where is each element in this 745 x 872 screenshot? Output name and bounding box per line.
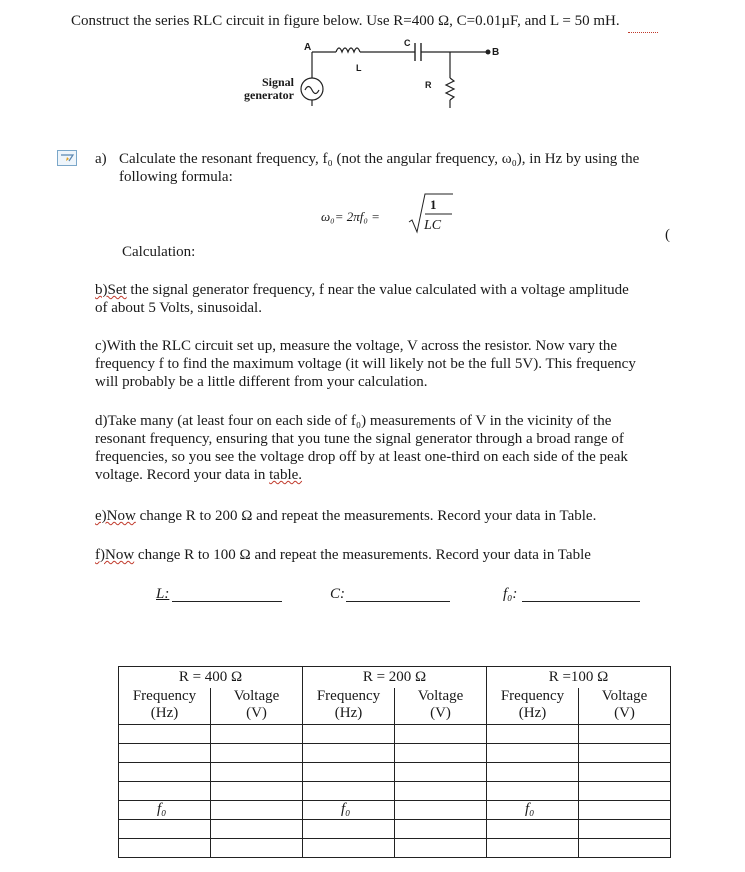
source-label-line1: Signal: [261, 75, 294, 89]
table-cell[interactable]: [211, 763, 303, 782]
node-a-label: A: [304, 42, 312, 53]
volt-header-2: [395, 688, 487, 725]
table-cell[interactable]: [395, 839, 487, 858]
calculation-label: Calculation:: [122, 244, 196, 260]
table-cell[interactable]: [303, 820, 395, 839]
formula-denominator: LC: [424, 218, 442, 233]
volt-header-2-unit: (V): [430, 705, 451, 721]
table-cell[interactable]: [579, 801, 671, 820]
f0-cell-2[interactable]: f₀: [303, 801, 395, 820]
l-blank-label: L:: [156, 586, 170, 602]
instruction-heading: [71, 12, 620, 30]
part-d-line2: resonant frequency, ensuring that you tune the signal generator through a broad range of: [95, 431, 624, 447]
part-c-line1: c)With the RLC circuit set up, measure the voltage, V across the resistor. Now vary the: [95, 338, 618, 354]
table-cell[interactable]: [487, 820, 579, 839]
node-b-label: B: [492, 47, 500, 58]
signal-generator-label: [244, 76, 294, 102]
part-b-line2: of about 5 Volts, sinusoidal.: [95, 300, 262, 316]
freq-header-3: [487, 688, 579, 725]
table-cell[interactable]: [211, 782, 303, 801]
part-b-rest1: the signal generator frequency, f near the value calculated with a voltage amplitude: [126, 282, 629, 298]
table-row: [119, 839, 671, 858]
l-blank-field[interactable]: [172, 601, 282, 602]
c-blank-label: C:: [330, 586, 345, 602]
node-b-dot: [486, 50, 491, 55]
part-a-marker: a): [95, 151, 107, 167]
volt-header-1-text: Voltage: [233, 688, 280, 704]
freq-header-2: [303, 688, 395, 725]
table-row-f0: [119, 801, 671, 820]
table-cell[interactable]: [303, 782, 395, 801]
table-cell[interactable]: [303, 744, 395, 763]
mh-underline: [628, 29, 658, 33]
table-cell[interactable]: [211, 744, 303, 763]
freq-header-1-text: Frequency: [132, 688, 197, 704]
table-cell[interactable]: [487, 725, 579, 744]
table-cell[interactable]: [211, 801, 303, 820]
part-d-line3: frequencies, so you see the voltage drop off by at least one-third on each side of the peak: [95, 449, 628, 465]
formula-left: ω₀= 2πf₀ =: [321, 209, 380, 224]
instruction-text: Construct the series RLC circuit in figure below. Use R=400 Ω, C=0.01µF, and L = 50 mH.: [71, 13, 620, 29]
part-e-rest: change R to 200 Ω and repeat the measurements. Record your data in Table.: [135, 508, 597, 524]
source-label-line2: generator: [244, 88, 294, 102]
part-f-line: [95, 546, 591, 564]
table-cell[interactable]: [119, 820, 211, 839]
stray-parenthesis: (: [665, 227, 670, 243]
part-c-line3: will probably be a little different from your calculation.: [95, 374, 428, 390]
table-cell[interactable]: [579, 820, 671, 839]
table-cell[interactable]: [487, 782, 579, 801]
volt-header-3: [579, 688, 671, 725]
group-header-r100: R =100 Ω: [487, 667, 671, 689]
table-cell[interactable]: [395, 820, 487, 839]
table-cell[interactable]: [119, 782, 211, 801]
group-header-r400: R = 400 Ω: [119, 667, 303, 689]
capacitor-label: C: [404, 38, 411, 48]
volt-header-1-unit: (V): [246, 705, 267, 721]
freq-header-3-text: Frequency: [500, 688, 565, 704]
table-cell[interactable]: [579, 839, 671, 858]
part-d-line4-a: voltage. Record your data in: [95, 467, 270, 483]
table-cell[interactable]: [395, 782, 487, 801]
part-a-line1: Calculate the resonant frequency, f₀ (not the angular frequency, ω₀), in Hz by using the: [119, 151, 640, 167]
table-cell[interactable]: [119, 839, 211, 858]
part-f-rest: change R to 100 Ω and repeat the measurements. Record your data in Table: [134, 547, 591, 563]
volt-header-1: [211, 688, 303, 725]
c-blank-field[interactable]: [346, 601, 450, 602]
resistor-label: R: [425, 80, 432, 90]
f0-blank-field[interactable]: [522, 601, 640, 602]
measurement-table: [118, 666, 671, 858]
table-cell[interactable]: [211, 820, 303, 839]
table-cell[interactable]: [395, 744, 487, 763]
freq-header-1-unit: (Hz): [150, 705, 179, 721]
inductor-label: L: [356, 63, 362, 73]
table-cell[interactable]: [211, 839, 303, 858]
table-cell[interactable]: [579, 763, 671, 782]
table-subheader-row: [119, 688, 671, 725]
volt-header-2-text: Voltage: [417, 688, 464, 704]
part-c-line2: frequency f to find the maximum voltage (it will likely not be the full 5V). This frequency: [95, 356, 636, 372]
table-cell[interactable]: [487, 763, 579, 782]
f0-blank-label: f₀:: [503, 586, 518, 602]
volt-header-3-unit: (V): [614, 705, 635, 721]
table-header-row: [119, 667, 671, 689]
table-cell[interactable]: [119, 744, 211, 763]
freq-header-2-text: Frequency: [316, 688, 381, 704]
table-cell[interactable]: [487, 744, 579, 763]
table-row: [119, 763, 671, 782]
part-a-line2: following formula:: [119, 169, 233, 185]
part-d-table-word: table.: [269, 467, 303, 483]
table-cell[interactable]: [395, 801, 487, 820]
table-cell[interactable]: [395, 725, 487, 744]
table-cell[interactable]: [487, 839, 579, 858]
part-d-line1: d)Take many (at least four on each side of f₀) measurements of V in the vicinity of the: [95, 413, 612, 429]
table-cell[interactable]: [303, 763, 395, 782]
table-cell[interactable]: [303, 725, 395, 744]
comment-flag-icon[interactable]: [57, 150, 77, 166]
table-cell[interactable]: [579, 782, 671, 801]
table-cell[interactable]: [395, 763, 487, 782]
formula-numerator: 1: [430, 197, 437, 212]
freq-header-3-unit: (Hz): [518, 705, 547, 721]
table-cell[interactable]: [119, 725, 211, 744]
table-row: [119, 725, 671, 744]
table-cell[interactable]: [303, 839, 395, 858]
part-b-prefix: b)Set: [95, 282, 127, 298]
part-e-prefix: e)Now: [95, 508, 136, 524]
freq-header-2-unit: (Hz): [334, 705, 363, 721]
part-f-prefix: f)Now: [95, 547, 135, 563]
resistor-symbol: [446, 78, 454, 100]
table-cell[interactable]: [579, 744, 671, 763]
volt-header-3-text: Voltage: [601, 688, 648, 704]
table-cell[interactable]: [211, 725, 303, 744]
table-row: [119, 744, 671, 763]
part-d-line4: [95, 466, 302, 484]
table-cell[interactable]: [579, 725, 671, 744]
group-header-r200: R = 200 Ω: [303, 667, 487, 689]
inductor-symbol: [336, 48, 360, 52]
freq-header-1: [119, 688, 211, 725]
part-b-line1: [95, 281, 673, 299]
table-row: [119, 782, 671, 801]
f0-cell-3[interactable]: f₀: [487, 801, 579, 820]
table-cell[interactable]: [119, 763, 211, 782]
table-row: [119, 820, 671, 839]
part-e-line: [95, 507, 596, 525]
f0-cell-1[interactable]: f₀: [119, 801, 211, 820]
